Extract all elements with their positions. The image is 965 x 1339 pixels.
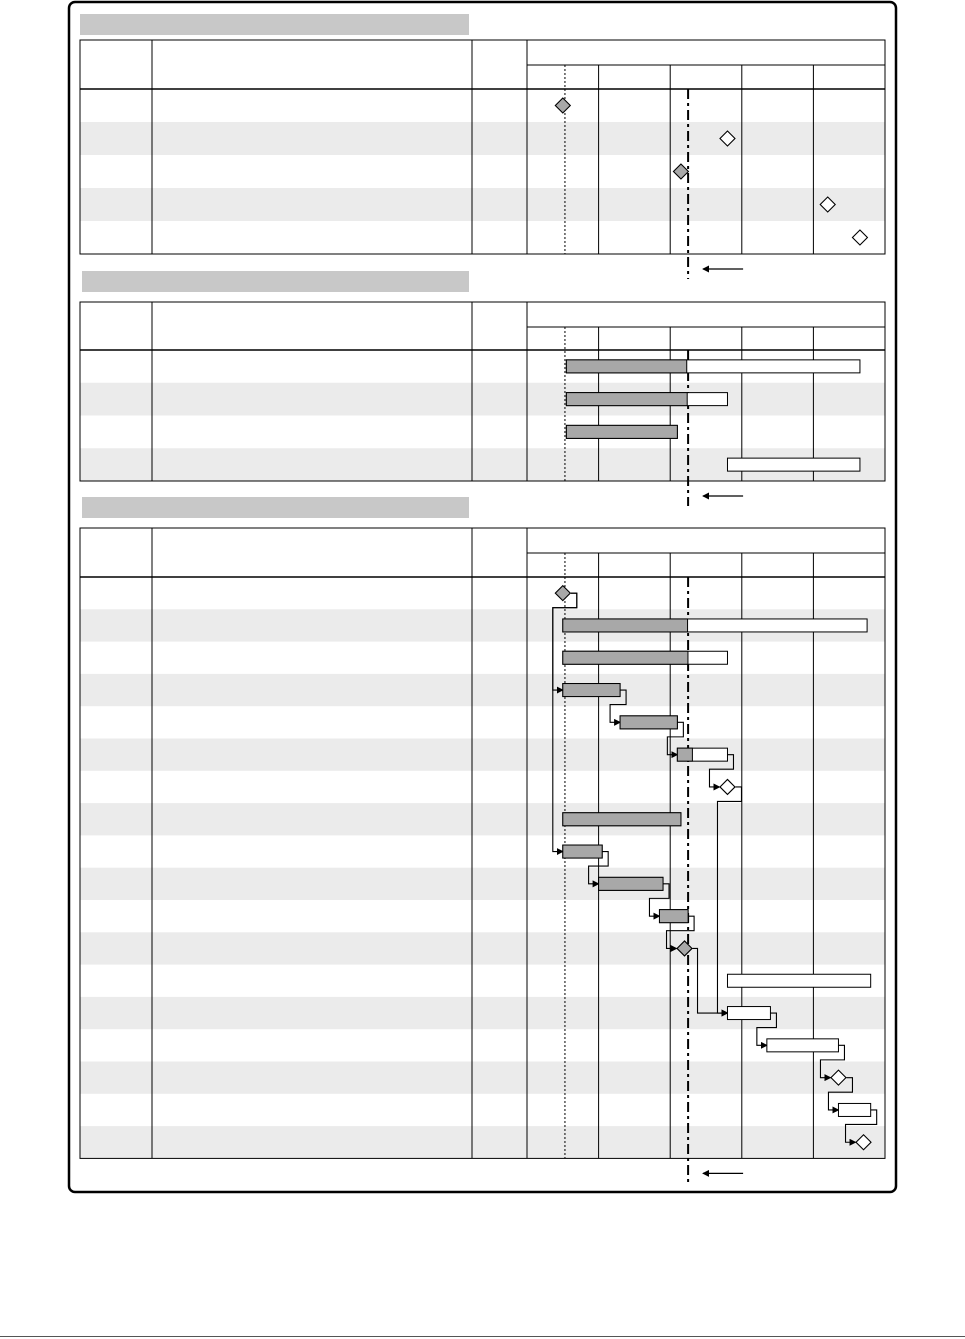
table-row-stripe <box>80 122 885 155</box>
section-heading-band <box>82 497 469 518</box>
task-bar-progress <box>563 619 688 632</box>
task-bar-progress <box>659 910 688 923</box>
table-row-stripe <box>80 188 885 221</box>
task-bar <box>727 458 859 471</box>
table-row-stripe <box>80 932 885 964</box>
milestone-diamond <box>720 779 735 794</box>
page-footer-rule <box>0 1336 965 1337</box>
task-bar-progress <box>599 877 663 890</box>
task-bar-progress <box>563 651 688 664</box>
table-row-stripe <box>80 803 885 835</box>
milestone-diamond <box>852 230 867 245</box>
task-bar-progress <box>566 393 687 406</box>
task-bar-progress <box>566 360 686 373</box>
milestone-diamond <box>555 586 570 601</box>
section-heading-band <box>80 14 469 35</box>
table-row-stripe <box>80 1062 885 1094</box>
task-bar <box>767 1039 839 1052</box>
section-heading-band <box>82 271 469 292</box>
section-activities <box>80 497 885 1183</box>
table-row-stripe <box>80 674 885 706</box>
milestone-diamond <box>555 98 570 113</box>
task-bar-progress <box>563 684 620 697</box>
task-bar <box>727 1007 770 1020</box>
table-row-stripe <box>80 739 885 771</box>
task-bar-progress <box>566 425 677 438</box>
table-row-stripe <box>80 383 885 416</box>
task-bar <box>727 974 870 987</box>
task-bar-progress <box>620 716 677 729</box>
task-bar-progress <box>677 748 692 761</box>
section-milestones <box>80 14 885 279</box>
table-row-stripe <box>80 1126 885 1158</box>
task-bar-progress <box>563 845 602 858</box>
task-bar-progress <box>563 813 681 826</box>
table-row-stripe <box>80 868 885 900</box>
milestone-diamond <box>673 164 688 179</box>
section-phases <box>80 271 885 506</box>
task-bar <box>838 1103 870 1116</box>
